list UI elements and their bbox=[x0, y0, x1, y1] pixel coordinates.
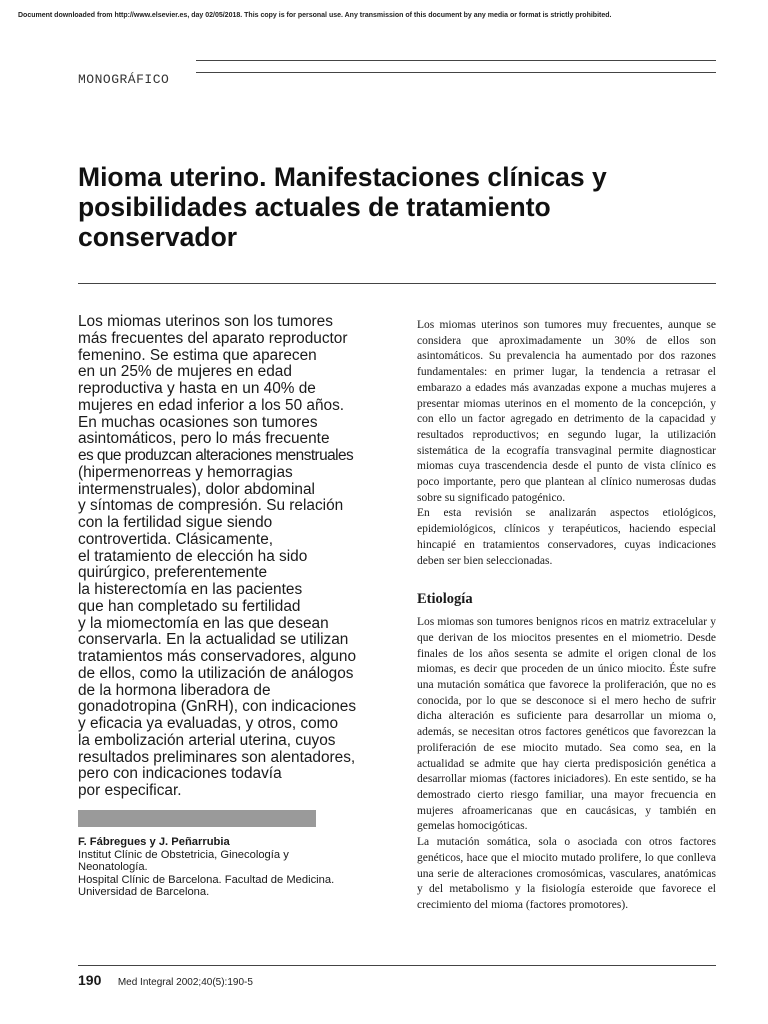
abstract-line: en un 25% de mujeres en edad bbox=[78, 363, 292, 381]
affiliation-line: Universidad de Barcelona. bbox=[78, 886, 210, 899]
abstract-line: más frecuentes del aparato reproductor bbox=[78, 329, 348, 347]
abstract-separator-bar bbox=[78, 810, 316, 827]
abstract-line: reproductiva y hasta en un 40% de bbox=[78, 380, 316, 397]
abstract-line: quirúrgico, preferentemente bbox=[78, 564, 268, 582]
abstract-line: intermenstruales), dolor abdominal bbox=[78, 480, 315, 498]
article-title: Mioma uterino. Manifestaciones clínicas y posibilidades actuales de tratamiento conservador bbox=[78, 162, 607, 252]
affiliation-line: Hospital Clínic de Barcelona. Facultad de Medicina. bbox=[78, 873, 335, 886]
body-paragraph: En esta revisión se analizarán aspectos etiológicos, epidemiológicos, clínicos y terapéuticos, haciendo especial hincapié en tratamientos conservadores, cuyas indicaciones deben ser bien seleccionadas. bbox=[417, 507, 716, 567]
abstract-line: gonadotropina (GnRH), con indicaciones bbox=[78, 698, 357, 716]
author-block bbox=[78, 836, 378, 899]
abstract-line: la embolización arterial uterina, cuyos bbox=[78, 731, 336, 749]
abstract-line: es que produzcan alteraciones menstruales bbox=[78, 447, 354, 464]
abstract-line: (hipermenorreas y hemorragias bbox=[78, 463, 293, 481]
abstract-line: con la fertilidad sigue siendo bbox=[78, 514, 273, 531]
abstract-line: Los miomas uterinos son los tumores bbox=[78, 313, 333, 330]
abstract-line: la histerectomía en las pacientes bbox=[78, 581, 303, 598]
abstract-line: controvertida. Clásicamente, bbox=[78, 530, 274, 548]
body-paragraph: Los miomas uterinos son tumores muy frecuentes, aunque se considera que aproximadamente un 30% de ellos son asintomáticos. Su prevalencia ha aumentado por dos razones fundamentales: en primer lugar, la tendencia a retrasar el embarazo a edades más avanzadas expone a muchas mujeres a presentar miomas uterinos en el momento de la concepción, y con ello un factor agregado en detrimento de la capacidad y resultados reproductivos; en segundo lugar, la utilización sistemática de la ecografía transvaginal permite diagnosticar miomas cuya trascendencia desde el punto de vista clínico es poco importante, pero que plantean al clínico numerosas dudas sobre su significado patogénico. bbox=[417, 319, 716, 504]
abstract-line: y síntomas de compresión. Su relación bbox=[78, 497, 344, 515]
abstract-line: que han completado su fertilidad bbox=[78, 597, 301, 615]
section-heading-etiologia: Etiología bbox=[417, 591, 473, 608]
abstract bbox=[78, 314, 378, 800]
body-paragraph: La mutación somática, sola o asociada con otros factores genéticos, hace que el miocito mutado prolifere, lo que conlleva una serie de alteraciones cromosómicas, vasculares, anatómicas y del metabolismo y la fisiología esteroide que favorece el crecimiento del mioma (factores promotores). bbox=[417, 836, 716, 911]
abstract-line: y eficacia ya evaluadas, y otros, como bbox=[78, 715, 339, 732]
abstract-line: de la hormona liberadora de bbox=[78, 681, 271, 699]
abstract-line: de ellos, como la utilización de análogos bbox=[78, 664, 354, 682]
affiliation-line: Neonatología. bbox=[78, 861, 148, 874]
abstract-line: conservarla. En la actualidad se utilizan bbox=[78, 631, 349, 649]
header-rule-bottom bbox=[196, 72, 716, 73]
section-label: MONOGRÁFICO bbox=[78, 72, 170, 87]
body-column bbox=[417, 318, 716, 914]
abstract-line: tratamientos más conservadores, alguno bbox=[78, 648, 357, 665]
page-number: 190 bbox=[78, 972, 102, 988]
abstract-line: el tratamiento de elección ha sido bbox=[78, 547, 308, 565]
abstract-line: pero con indicaciones todavía bbox=[78, 765, 282, 783]
abstract-line: resultados preliminares son alentadores, bbox=[78, 748, 356, 766]
body-paragraph: Los miomas son tumores benignos ricos en matriz extracelular y que derivan de los miocitos presentes en el miometrio. Desde finales de los años sesenta se admite el origen clonal de los miomas, es decir que proceden de un único miocito. Éste sufre una mutación somática que favorece la proliferación, que no es conocida, por lo que se desconoce si el mero hecho de sufrir dicha alteración es suficiente para desarrollar un mioma o, además, se necesitan otros factores genéticos que favorezcan la proliferación de ese miocito mutado. Sea como sea, en la actualidad se admite que hay cierta predisposición genética a desarrollar miomas (factores iniciadores). En este sentido, se ha demostrado cierto riesgo familiar, una mayor frecuencia en mujeres afroamericanas que en caucásicas, y también en gemelas homocigóticas. bbox=[417, 616, 716, 833]
author-names: F. Fábregues y J. Peñarrubia bbox=[78, 836, 230, 848]
journal-citation: Med Integral 2002;40(5):190-5 bbox=[117, 977, 253, 988]
abstract-line: por especificar. bbox=[78, 782, 182, 799]
header-rule-top bbox=[196, 60, 716, 61]
title-divider bbox=[78, 283, 716, 284]
affiliation-line: Institut Clínic de Obstetricia, Ginecología y bbox=[78, 848, 289, 861]
abstract-line: mujeres en edad inferior a los 50 años. bbox=[78, 396, 345, 414]
download-notice: Document downloaded from http://www.elsevier.es, day 02/05/2018. This copy is for personal use. Any transmission of this document by any media or format is strictly prohibited. bbox=[18, 12, 612, 19]
abstract-line: En muchas ocasiones son tumores bbox=[78, 413, 318, 431]
abstract-line: y la miomectomía en las que desean bbox=[78, 614, 329, 632]
abstract-line: femenino. Se estima que aparecen bbox=[78, 346, 317, 364]
page-footer bbox=[78, 972, 718, 990]
footer-rule bbox=[78, 965, 716, 966]
abstract-line: asintomáticos, pero lo más frecuente bbox=[78, 430, 330, 448]
